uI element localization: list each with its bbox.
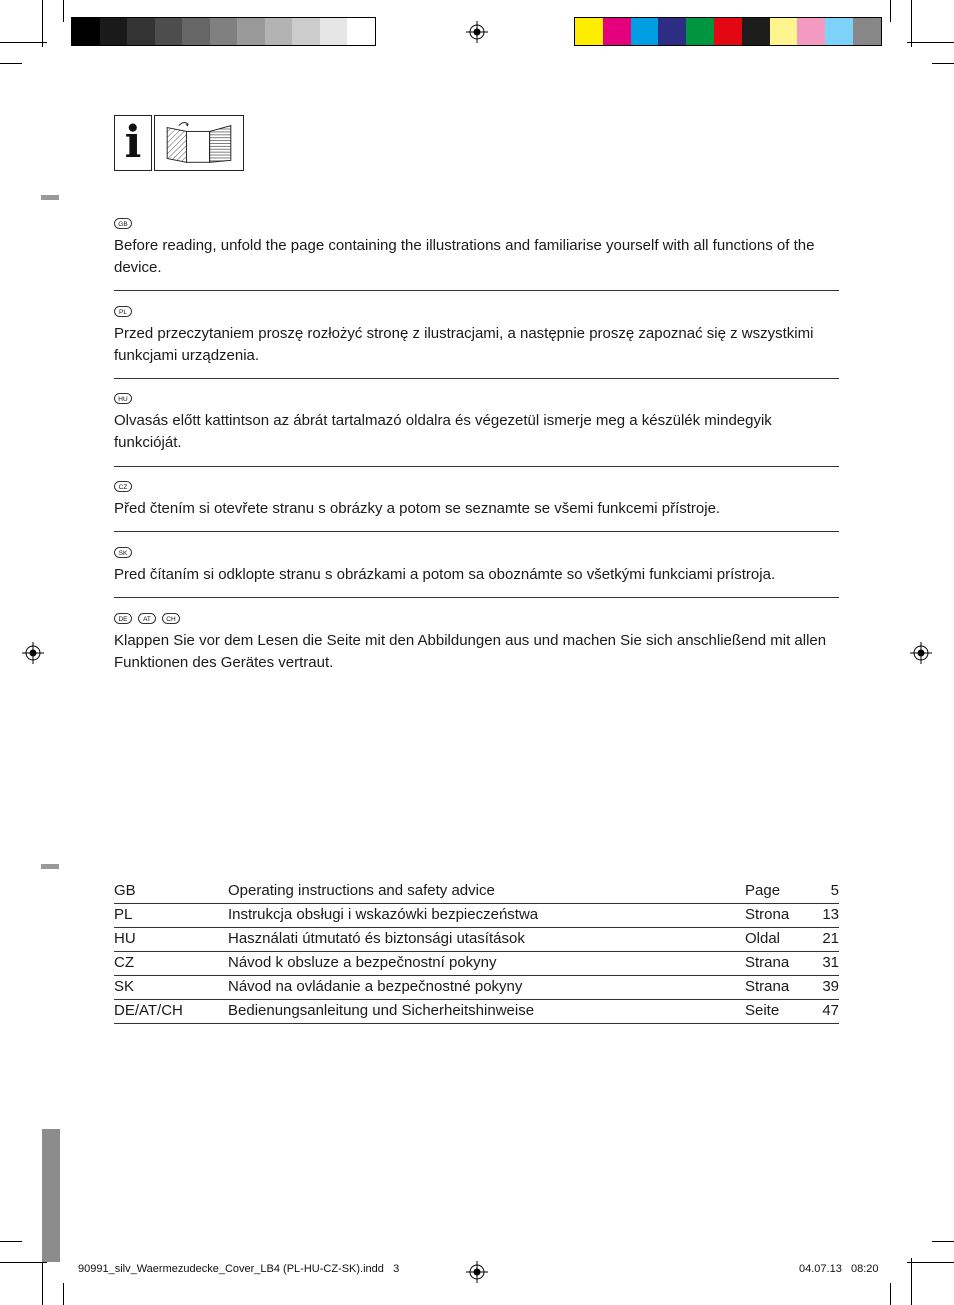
toc-language-code: SK	[114, 978, 135, 995]
language-block-hu	[114, 393, 839, 454]
toc-page-number: 47	[822, 1002, 839, 1019]
crop-mark	[0, 63, 22, 64]
slug-filename	[78, 1263, 399, 1275]
crop-mark	[890, 1283, 891, 1305]
toc-language-code: PL	[114, 906, 133, 923]
divider	[114, 378, 839, 379]
color-swatch	[742, 18, 770, 45]
toc-page-word: Page	[745, 882, 781, 899]
instruction-text: Před čtením si otevřete stranu s obrázky a potom se seznamte se všemi funkcemi přístroje.	[114, 500, 721, 517]
toc-page-word: Strona	[745, 906, 790, 923]
color-control-strip	[574, 17, 882, 46]
divider	[114, 597, 839, 598]
toc-row	[114, 880, 839, 904]
language-block-cz	[114, 481, 839, 520]
country-badge: CH	[162, 613, 180, 624]
country-badge: AT	[138, 613, 156, 624]
country-badge: DE	[114, 613, 132, 624]
toc-language-code: DE/AT/CH	[114, 1002, 183, 1019]
toc-language-code: GB	[114, 882, 136, 899]
language-block-sk	[114, 547, 839, 586]
gray-swatch	[72, 18, 100, 45]
toc-language-code: HU	[114, 930, 136, 947]
crop-mark	[911, 0, 912, 47]
toc-row	[114, 904, 839, 928]
side-thumb-strip	[42, 1129, 60, 1262]
color-swatch	[825, 18, 853, 45]
color-swatch	[603, 18, 631, 45]
divider	[114, 466, 839, 467]
crop-mark	[63, 1283, 64, 1305]
divider	[114, 290, 839, 291]
gray-swatch	[265, 18, 293, 45]
toc-row	[114, 976, 839, 1000]
toc-title: Instrukcja obsługi i wskazówki bezpieczeństwa	[228, 906, 539, 923]
toc-page-number: 13	[822, 906, 839, 923]
crop-mark	[63, 0, 64, 22]
instruction-text: Pred čítaním si odklopte stranu s obrázkami a potom sa oboznámte so všetkými funkciami prístroja.	[114, 566, 776, 583]
crop-mark	[932, 63, 954, 64]
toc-title: Návod k obsluze a bezpečnostní pokyny	[228, 954, 497, 971]
country-badge: SK	[114, 547, 132, 558]
crop-mark	[42, 0, 43, 47]
toc-page-word: Strana	[745, 978, 790, 995]
gray-swatch	[100, 18, 128, 45]
gray-swatch	[182, 18, 210, 45]
unfold-page-icon	[154, 115, 244, 171]
language-block-gb	[114, 218, 839, 279]
language-block-pl	[114, 306, 839, 367]
toc-row	[114, 1000, 839, 1024]
table-of-contents	[114, 880, 839, 1024]
country-badge: HU	[114, 393, 132, 404]
side-tab-mark	[41, 864, 59, 869]
grayscale-control-strip	[71, 17, 376, 46]
registration-mark-icon	[910, 642, 932, 664]
crop-mark	[890, 0, 891, 22]
toc-page-word: Seite	[745, 1002, 780, 1019]
gray-swatch	[292, 18, 320, 45]
crop-mark	[0, 42, 47, 43]
toc-page-number: 5	[830, 882, 839, 899]
gray-swatch	[347, 18, 375, 45]
toc-page-word: Strana	[745, 954, 790, 971]
crop-mark	[42, 1258, 43, 1305]
toc-row	[114, 928, 839, 952]
crop-mark	[907, 42, 954, 43]
instruction-text: Olvasás előtt kattintson az ábrát tartalmazó oldalra és végezetül ismerje meg a készülék mindegyik funkcióját.	[114, 412, 772, 451]
slug-timestamp	[799, 1263, 879, 1275]
crop-mark	[0, 1262, 47, 1263]
registration-mark-icon	[22, 642, 44, 664]
color-swatch	[853, 18, 881, 45]
toc-title: Operating instructions and safety advice	[228, 882, 495, 899]
registration-mark-icon	[466, 1261, 488, 1283]
color-swatch	[714, 18, 742, 45]
instruction-text: Klappen Sie vor dem Lesen die Seite mit den Abbildungen aus und machen Sie sich anschließend mit allen Funktionen des Gerätes vertraut.	[114, 632, 827, 671]
color-swatch	[770, 18, 798, 45]
instruction-text: Przed przeczytaniem proszę rozłożyć stronę z ilustracjami, a następnie proszę zapoznać się z wszystkimi funkcjami urządzenia.	[114, 325, 814, 364]
color-swatch	[797, 18, 825, 45]
info-icon: i	[114, 115, 152, 171]
toc-page-number: 39	[822, 978, 839, 995]
slug-date: 04.07.13	[799, 1263, 842, 1275]
gray-swatch	[320, 18, 348, 45]
toc-title: Bedienungsanleitung und Sicherheitshinweise	[228, 1002, 535, 1019]
country-badge: GB	[114, 218, 132, 229]
country-badge: CZ	[114, 481, 132, 492]
toc-page-word: Oldal	[745, 930, 781, 947]
toc-title: Návod na ovládanie a bezpečnostné pokyny	[228, 978, 523, 995]
registration-mark-icon	[466, 21, 488, 43]
toc-title: Használati útmutató és biztonsági utasítások	[228, 930, 525, 947]
color-swatch	[686, 18, 714, 45]
slug-time: 08:20	[851, 1263, 879, 1275]
gray-swatch	[127, 18, 155, 45]
crop-mark	[0, 1241, 22, 1242]
color-swatch	[658, 18, 686, 45]
divider	[114, 531, 839, 532]
language-block-de	[114, 613, 839, 674]
gray-swatch	[237, 18, 265, 45]
side-tab-mark	[41, 195, 59, 200]
crop-mark	[932, 1241, 954, 1242]
color-swatch	[575, 18, 603, 45]
instruction-text: Before reading, unfold the page containing the illustrations and familiarise yourself with all functions of the device.	[114, 237, 815, 276]
slug-page: 3	[393, 1263, 400, 1275]
gray-swatch	[155, 18, 183, 45]
crop-mark	[907, 1262, 954, 1263]
country-badge: PL	[114, 306, 132, 317]
toc-row	[114, 952, 839, 976]
gray-swatch	[210, 18, 238, 45]
toc-page-number: 21	[822, 930, 839, 947]
crop-mark	[911, 1258, 912, 1305]
toc-language-code: CZ	[114, 954, 134, 971]
color-swatch	[631, 18, 659, 45]
slug-filename-text: 90991_silv_Waermezudecke_Cover_LB4 (PL-HU-CZ-SK).indd	[78, 1263, 384, 1275]
toc-page-number: 31	[822, 954, 839, 971]
